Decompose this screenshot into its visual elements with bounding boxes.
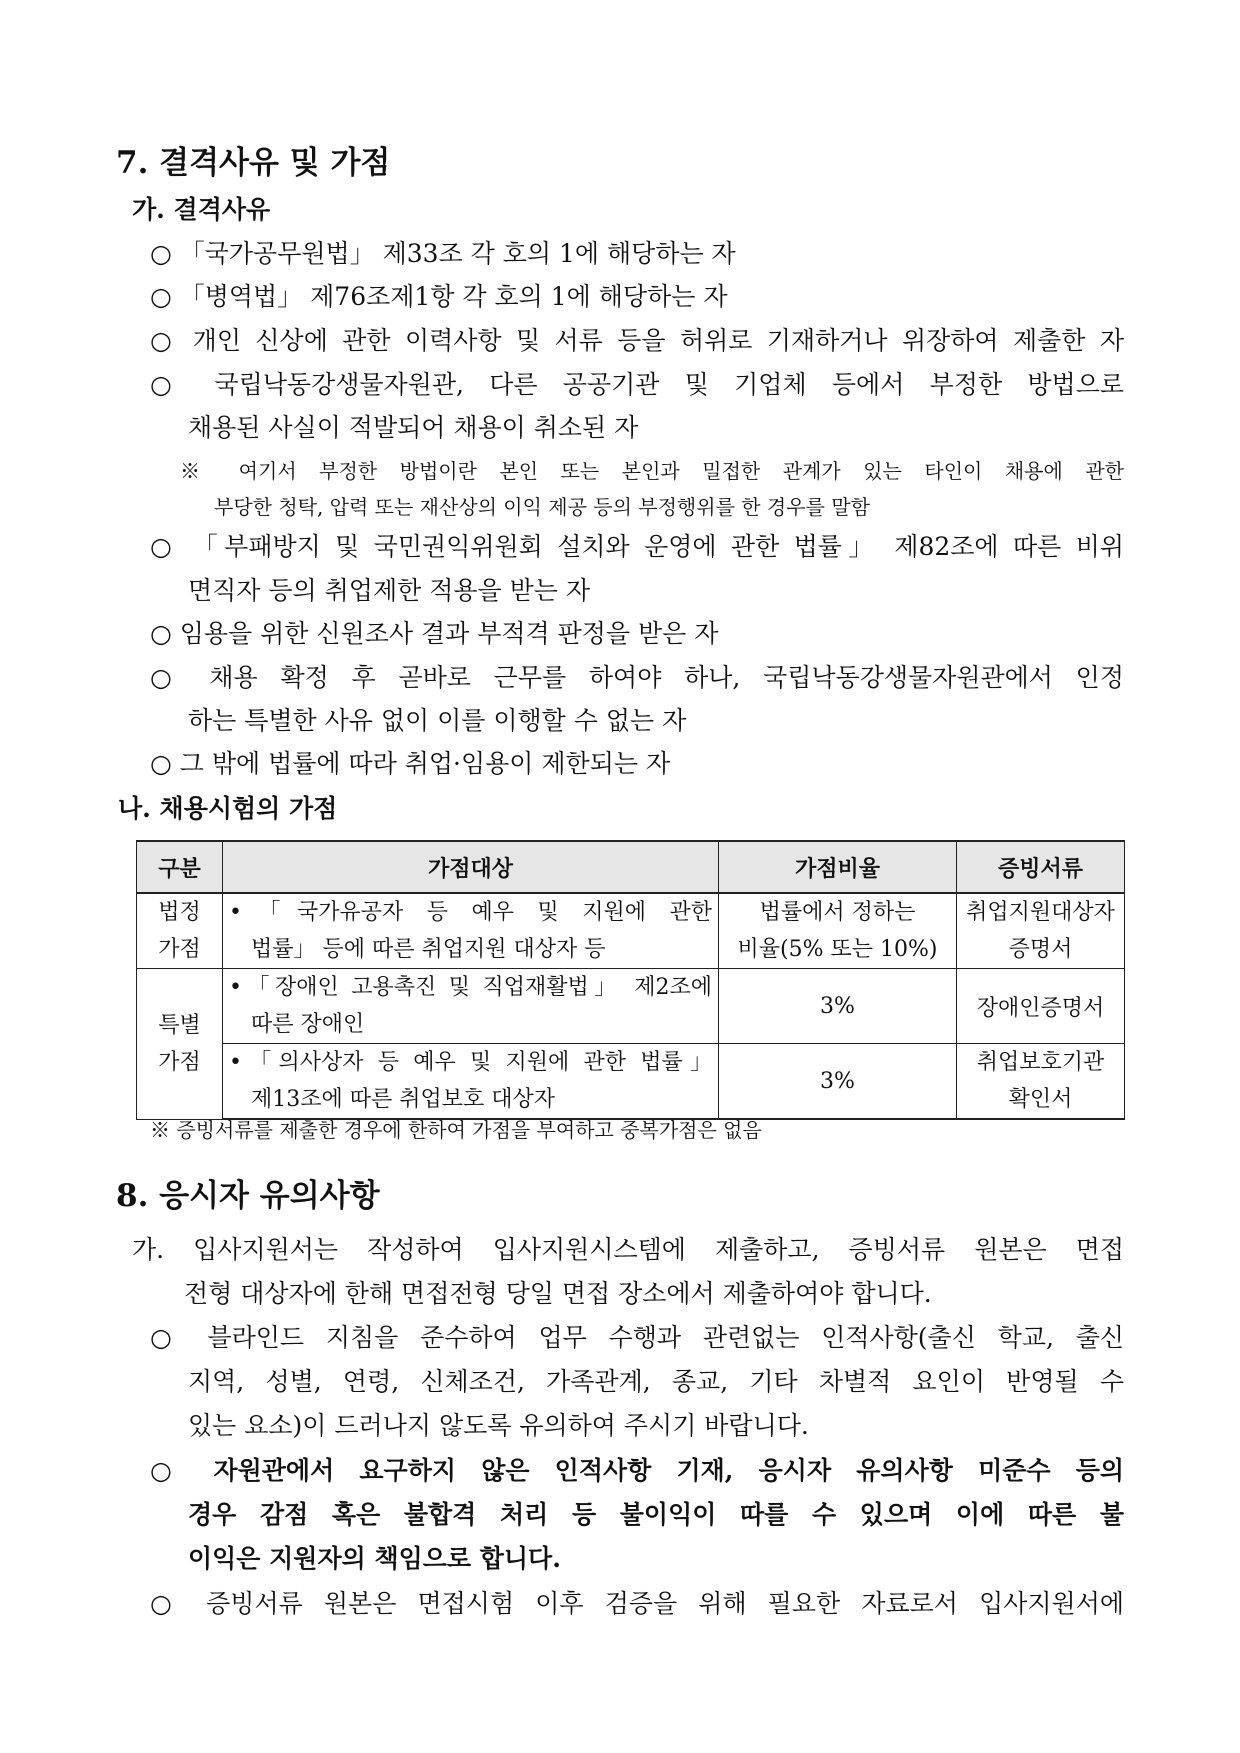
document-legal	[957, 893, 1125, 969]
category-legal-line-2: 가점	[158, 937, 201, 962]
disqualification-item-5-line-1: ○ 「부패방지 및 국민권익위원회 설치와 운영에 관한 법률」 제82조에 따른 비위	[150, 532, 1124, 561]
subsection-b-title: 나. 채용시험의 가점	[118, 794, 338, 823]
disqualification-item-7-line-1: ○ 채용 확정 후 곧바로 근무를 하여야 하나, 국립낙동강생물자원관에서 인정	[150, 663, 1124, 692]
disqualification-item-4-line-2: 채용된 사실이 적발되어 채용이 취소된 자	[188, 413, 639, 442]
document-righteous	[957, 1044, 1125, 1120]
table-row	[137, 969, 1125, 1044]
disqualification-note-line-1: ※ 여기서 부정한 방법이란 본인 또는 본인과 밀접한 관계가 있는 타인이 채용에 관한	[180, 459, 1124, 483]
section-8-para-a-line-2: 전형 대상자에 한해 면접전형 당일 면접 장소에서 제출하여야 합니다.	[184, 1279, 932, 1308]
disqualification-item-7-line-2: 하는 특별한 사유 없이 이를 이행할 수 없는 자	[188, 706, 687, 735]
section-8-title: 8. 응시자 유의사항	[116, 1178, 380, 1214]
category-special	[137, 969, 223, 1120]
disqualification-item-2: ○ 「병역법」 제76조제1항 각 호의 1에 해당하는 자	[150, 282, 728, 311]
header-category: 구분	[137, 841, 223, 893]
table-header-row	[137, 841, 1125, 893]
rate-legal-line-2: 비율(5% 또는 10%)	[737, 937, 938, 962]
rate-righteous: 3%	[719, 1044, 957, 1120]
disqualification-item-6: ○ 임용을 위한 신원조사 결과 부적격 판정을 받은 자	[150, 619, 719, 648]
section-8-item-1-line-1: ○ 블라인드 지침을 준수하여 업무 수행과 관련없는 인적사항(출신 학교, 출신	[150, 1323, 1124, 1352]
document-righteous-line-2: 확인서	[1008, 1087, 1073, 1112]
bonus-note: ※ 증빙서류를 제출한 경우에 한하여 가점을 부여하고 중복가점은 없음	[150, 1118, 762, 1142]
category-legal-line-1: 법정	[158, 900, 201, 925]
target-righteous-line-2: 제13조에 따른 취업보호 대상자	[251, 1087, 555, 1112]
section-8-item-2-line-2: 경우 감점 혹은 불합격 처리 등 불이익이 따를 수 있으며 이에 따른 불	[188, 1500, 1124, 1529]
target-veterans	[223, 893, 719, 969]
document-legal-line-1: 취업지원대상자	[966, 900, 1115, 925]
section-8-item-2-line-1: ○ 자원관에서 요구하지 않은 인적사항 기재, 응시자 유의사항 미준수 등의	[150, 1456, 1124, 1485]
disqualification-item-3: ○ 개인 신상에 관한 이력사항 및 서류 등을 허위로 기재하거나 위장하여 제출한 자	[150, 326, 1124, 355]
disqualification-note-line-2: 부당한 청탁, 압력 또는 재산상의 이익 제공 등의 부정행위를 한 경우를 말함	[214, 495, 870, 519]
category-legal	[137, 893, 223, 969]
header-target: 가점대상	[223, 841, 719, 893]
disqualification-item-4-line-1: ○ 국립낙동강생물자원관, 다른 공공기관 및 기업체 등에서 부정한 방법으로	[150, 370, 1124, 399]
header-rate: 가점비율	[719, 841, 957, 893]
target-righteous	[223, 1044, 719, 1120]
rate-disabled: 3%	[719, 969, 957, 1044]
document-disabled: 장애인증명서	[957, 969, 1125, 1044]
section-8-item-1-line-2: 지역, 성별, 연령, 신체조건, 가족관계, 종교, 기타 차별적 요인이 반영될 수	[188, 1367, 1124, 1396]
rate-legal	[719, 893, 957, 969]
document-legal-line-2: 증명서	[1008, 937, 1073, 962]
category-special-line-1: 특별	[158, 1012, 201, 1038]
target-veterans-line-1: •「국가유공자 등 예우 및 지원에 관한	[229, 900, 712, 925]
target-disabled-line-2: 따른 장애인	[251, 1012, 365, 1037]
target-veterans-line-2: 법률」 등에 따른 취업지원 대상자 등	[251, 937, 606, 962]
target-disabled	[223, 969, 719, 1044]
section-7-title: 7. 결격사유 및 가점	[116, 145, 391, 181]
subsection-a-title: 가. 결격사유	[132, 195, 271, 224]
disqualification-item-5-line-2: 면직자 등의 취업제한 적용을 받는 자	[188, 576, 590, 605]
section-8-item-2-line-3: 이익은 지원자의 책임으로 합니다.	[188, 1544, 561, 1573]
target-disabled-line-1: •「장애인 고용촉진 및 직업재활법」 제2조에	[229, 975, 712, 1000]
rate-legal-line-1: 법률에서 정하는	[759, 900, 916, 925]
target-righteous-line-1: •「의사상자 등 예우 및 지원에 관한 법률」	[229, 1050, 712, 1075]
document-righteous-line-1: 취업보호기관	[976, 1050, 1105, 1075]
table-row	[137, 893, 1125, 969]
disqualification-item-8: ○ 그 밖에 법률에 따라 취업·임용이 제한되는 자	[150, 749, 671, 778]
disqualification-item-1: ○ 「국가공무원법」 제33조 각 호의 1에 해당하는 자	[150, 239, 736, 268]
section-8-item-3-line-1: ○ 증빙서류 원본은 면접시험 이후 검증을 위해 필요한 자료로서 입사지원서에	[150, 1589, 1124, 1618]
category-special-line-2: 가점	[158, 1049, 201, 1075]
bonus-points-table	[136, 840, 1125, 1120]
table-row	[137, 1044, 1125, 1120]
section-8-item-1-line-3: 있는 요소)이 드러나지 않도록 유의하여 주시기 바랍니다.	[188, 1411, 809, 1440]
header-document: 증빙서류	[957, 841, 1125, 893]
section-8-para-a-line-1: 가. 입사지원서는 작성하여 입사지원시스템에 제출하고, 증빙서류 원본은 면접	[132, 1235, 1124, 1264]
